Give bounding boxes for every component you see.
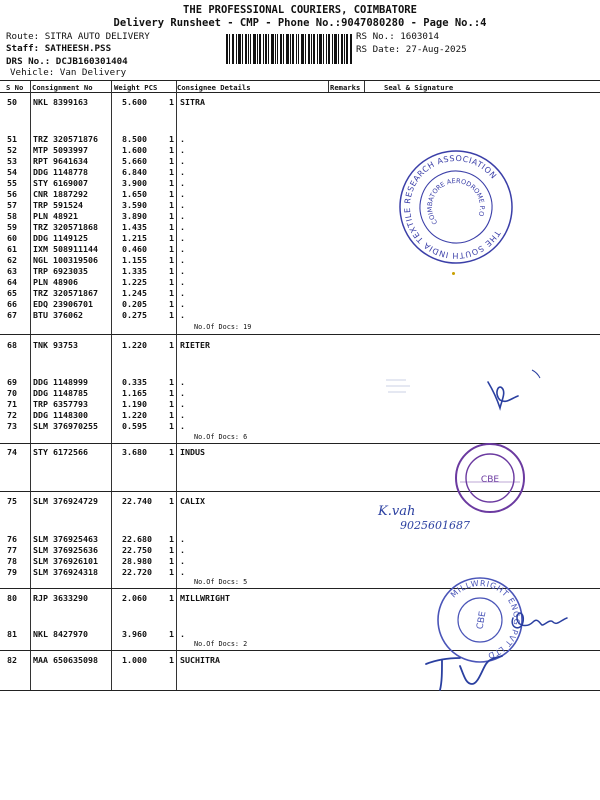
row-consignee: .: [180, 629, 185, 639]
row-sno: 58: [7, 211, 17, 221]
row-pcs: 1: [169, 340, 174, 350]
calix-receiver-phone: 9025601687: [400, 519, 470, 532]
row-sno: 69: [7, 377, 17, 387]
row-sno: 71: [7, 399, 17, 409]
sitra-seal: [394, 145, 518, 269]
row-weight: 1.245: [122, 288, 147, 298]
row-consignment: SLM 376970255: [33, 421, 98, 431]
row-pcs: 1: [169, 134, 174, 144]
row-weight: 1.650: [122, 189, 147, 199]
row-consignee: .: [180, 410, 185, 420]
table-row: [0, 534, 600, 544]
col-remarks: Remarks: [330, 83, 361, 92]
sitra-seal-ring-text: THE SOUTH INDIA TEXTILE RESEARCH ASSOCIATION: [402, 153, 502, 261]
table-row: [0, 340, 600, 350]
row-pcs: 1: [169, 200, 174, 210]
company-title: THE PROFESSIONAL COURIERS, COIMBATORE: [183, 4, 417, 16]
row-sno: 50: [7, 97, 17, 107]
row-pcs: 1: [169, 545, 174, 555]
rs-number: RS No.: 1603014: [356, 31, 439, 42]
row-weight: 3.900: [122, 178, 147, 188]
row-consignment: TRP 6357793: [33, 399, 88, 409]
runsheet-subtitle: Delivery Runsheet - CMP - Phone No.:9047080280 - Page No.:4: [113, 17, 487, 29]
row-consignment: SLM 376926101: [33, 556, 98, 566]
row-sno: 74: [7, 447, 17, 457]
row-sno: 59: [7, 222, 17, 232]
row-pcs: 1: [169, 556, 174, 566]
row-consignment: NKL 8399163: [33, 97, 88, 107]
row-pcs: 1: [169, 167, 174, 177]
row-weight: 3.960: [122, 629, 147, 639]
row-consignment: RPT 9641634: [33, 156, 88, 166]
row-consignee: .: [180, 545, 185, 555]
table-top-rule: [0, 80, 600, 81]
row-consignee: .: [180, 233, 185, 243]
row-consignment: STY 6172566: [33, 447, 88, 457]
row-weight: 2.060: [122, 593, 147, 603]
col-sep: [176, 81, 177, 92]
table-row: [0, 556, 600, 566]
row-consignee: .: [180, 299, 185, 309]
row-consignee: MILLWRIGHT: [180, 593, 230, 603]
row-consignment: TRZ 320571868: [33, 222, 98, 232]
row-consignment: NGL 100319506: [33, 255, 98, 265]
row-consignee: .: [180, 377, 185, 387]
row-pcs: 1: [169, 629, 174, 639]
row-weight: 1.600: [122, 145, 147, 155]
row-sno: 63: [7, 266, 17, 276]
row-consignee: .: [180, 556, 185, 566]
calix-handwriting: [370, 498, 520, 534]
row-consignment: SLM 376924318: [33, 567, 98, 577]
row-weight: 3.590: [122, 200, 147, 210]
route-text: Route: SITRA AUTO DELIVERY: [6, 31, 150, 42]
row-pcs: 1: [169, 534, 174, 544]
row-consignment: IXM 508911144: [33, 244, 98, 254]
row-sno: 78: [7, 556, 17, 566]
table-row: [0, 288, 600, 298]
row-consignee: .: [180, 211, 185, 221]
row-consignee: INDUS: [180, 447, 205, 457]
row-consignment: TRP 6923035: [33, 266, 88, 276]
row-pcs: 1: [169, 496, 174, 506]
col-sep: [111, 81, 112, 92]
row-consignment: MTP 5093997: [33, 145, 88, 155]
row-pcs: 1: [169, 277, 174, 287]
col-consignment: Consignment No: [32, 83, 93, 92]
indus-seal-text: CBE: [480, 475, 500, 485]
row-consignment: TNK 93753: [33, 340, 78, 350]
row-consignment: STY 6169007: [33, 178, 88, 188]
row-consignment: BTU 376062: [33, 310, 83, 320]
row-pcs: 1: [169, 388, 174, 398]
row-consignment: DDG 1148778: [33, 167, 88, 177]
row-consignee: .: [180, 200, 185, 210]
row-consignment: DDG 1148785: [33, 388, 88, 398]
table-row: [0, 310, 600, 320]
row-consignee: .: [180, 178, 185, 188]
table-row: [0, 134, 600, 144]
row-weight: 8.500: [122, 134, 147, 144]
ink-dot: [452, 272, 455, 275]
row-consignee: .: [180, 388, 185, 398]
row-consignment: DDG 1148999: [33, 377, 88, 387]
row-pcs: 1: [169, 593, 174, 603]
row-consignment: SLM 376925463: [33, 534, 98, 544]
row-consignee: .: [180, 534, 185, 544]
row-pcs: 1: [169, 421, 174, 431]
row-sno: 67: [7, 310, 17, 320]
sitra-seal-center-text: COIMBATORE AERODROME P.O: [425, 176, 487, 226]
row-consignee: .: [180, 310, 185, 320]
row-pcs: 1: [169, 567, 174, 577]
drs-text: DRS No.: DCJB160301404: [6, 56, 128, 67]
row-pcs: 1: [169, 655, 174, 665]
col-consignee: Consignee Details: [177, 83, 251, 92]
docs-count: No.Of Docs: 19: [194, 323, 252, 331]
row-consignee: .: [180, 421, 185, 431]
col-seal-signature: Seal & Signature: [384, 83, 454, 92]
row-sno: 75: [7, 496, 17, 506]
row-weight: 1.165: [122, 388, 147, 398]
barcode: [226, 34, 352, 64]
row-pcs: 1: [169, 178, 174, 188]
row-consignee: .: [180, 156, 185, 166]
table-row: [0, 299, 600, 309]
row-pcs: 1: [169, 410, 174, 420]
group-divider: [0, 334, 600, 335]
row-pcs: 1: [169, 447, 174, 457]
row-sno: 73: [7, 421, 17, 431]
calix-receiver-name: K.vah: [378, 504, 416, 519]
row-sno: 55: [7, 178, 17, 188]
row-weight: 22.740: [122, 496, 152, 506]
col-weight-pcs: Weight PCS: [114, 83, 158, 92]
row-consignment: PLN 48921: [33, 211, 78, 221]
row-consignee: .: [180, 244, 185, 254]
row-sno: 64: [7, 277, 17, 287]
rieter-signature: [380, 368, 550, 418]
row-weight: 0.460: [122, 244, 147, 254]
rs-date: RS Date: 27-Aug-2025: [356, 44, 467, 55]
row-pcs: 1: [169, 156, 174, 166]
row-consignment: SLM 376924729: [33, 496, 98, 506]
row-sno: 81: [7, 629, 17, 639]
row-pcs: 1: [169, 233, 174, 243]
row-sno: 61: [7, 244, 17, 254]
row-consignment: MAA 650635098: [33, 655, 98, 665]
row-sno: 68: [7, 340, 17, 350]
row-weight: 22.720: [122, 567, 152, 577]
table-row: [0, 545, 600, 555]
svg-text:THE SOUTH INDIA TEXTILE RESEAR: [394, 145, 518, 269]
row-sno: 80: [7, 593, 17, 603]
row-consignment: NKL 8427970: [33, 629, 88, 639]
header-rule: [0, 92, 600, 93]
row-consignment: CNR 1887292: [33, 189, 88, 199]
staff-text: Staff: SATHEESH.PSS: [6, 43, 112, 54]
row-weight: 1.225: [122, 277, 147, 287]
row-sno: 65: [7, 288, 17, 298]
row-pcs: 1: [169, 377, 174, 387]
row-consignee: .: [180, 567, 185, 577]
row-consignment: TRP 591524: [33, 200, 83, 210]
row-sno: 72: [7, 410, 17, 420]
row-sno: 54: [7, 167, 17, 177]
suchitra-signature: [420, 648, 530, 696]
row-weight: 1.215: [122, 233, 147, 243]
row-consignee: .: [180, 255, 185, 265]
row-consignment: DDG 1149125: [33, 233, 88, 243]
millwright-seal-center-text: CBE: [475, 610, 489, 631]
table-row: [0, 277, 600, 287]
docs-count: No.Of Docs: 2: [194, 640, 248, 648]
row-weight: 28.980: [122, 556, 152, 566]
docs-count: No.Of Docs: 5: [194, 578, 248, 586]
row-consignment: PLN 48906: [33, 277, 78, 287]
docs-count: No.Of Docs: 6: [194, 433, 248, 441]
row-consignee: .: [180, 266, 185, 276]
row-consignment: SLM 376925636: [33, 545, 98, 555]
row-consignment: TRZ 320571876: [33, 134, 98, 144]
row-pcs: 1: [169, 299, 174, 309]
col-sep: [328, 81, 329, 92]
row-weight: 1.155: [122, 255, 147, 265]
table-row: [0, 421, 600, 431]
row-consignee: .: [180, 167, 185, 177]
row-weight: 1.190: [122, 399, 147, 409]
row-consignee: .: [180, 145, 185, 155]
row-pcs: 1: [169, 145, 174, 155]
row-consignee: SUCHITRA: [180, 655, 220, 665]
row-weight: 5.600: [122, 97, 147, 107]
row-consignee: RIETER: [180, 340, 210, 350]
row-sno: 70: [7, 388, 17, 398]
row-consignee: .: [180, 277, 185, 287]
row-consignment: DDG 1148300: [33, 410, 88, 420]
row-weight: 0.205: [122, 299, 147, 309]
row-pcs: 1: [169, 399, 174, 409]
row-consignment: RJP 3633290: [33, 593, 88, 603]
row-consignment: EDQ 23906701: [33, 299, 93, 309]
millwright-seal-ring-text: MILLWRIGHT ENGG PVT LTD: [448, 578, 522, 661]
row-weight: 22.750: [122, 545, 152, 555]
row-consignee: .: [180, 134, 185, 144]
col-sep: [30, 81, 31, 92]
row-weight: 5.660: [122, 156, 147, 166]
row-pcs: 1: [169, 288, 174, 298]
row-consignee: .: [180, 399, 185, 409]
row-sno: 77: [7, 545, 17, 555]
row-sno: 79: [7, 567, 17, 577]
row-pcs: 1: [169, 222, 174, 232]
row-consignee: SITRA: [180, 97, 205, 107]
row-pcs: 1: [169, 255, 174, 265]
row-weight: 3.890: [122, 211, 147, 221]
row-sno: 66: [7, 299, 17, 309]
row-consignee: .: [180, 222, 185, 232]
row-weight: 1.335: [122, 266, 147, 276]
row-weight: 6.840: [122, 167, 147, 177]
table-row: [0, 97, 600, 107]
row-pcs: 1: [169, 310, 174, 320]
col-sep: [364, 81, 365, 92]
row-weight: 1.220: [122, 410, 147, 420]
millwright-signature: [505, 598, 575, 638]
row-weight: 0.275: [122, 310, 147, 320]
row-consignment: TRZ 320571867: [33, 288, 98, 298]
row-pcs: 1: [169, 244, 174, 254]
row-sno: 76: [7, 534, 17, 544]
row-sno: 56: [7, 189, 17, 199]
row-sno: 57: [7, 200, 17, 210]
row-consignee: CALIX: [180, 496, 205, 506]
row-weight: 0.335: [122, 377, 147, 387]
row-weight: 1.000: [122, 655, 147, 665]
row-weight: 1.435: [122, 222, 147, 232]
col-sno: S No: [6, 83, 24, 92]
row-sno: 51: [7, 134, 17, 144]
vehicle-text: Vehicle: Van Delivery: [10, 67, 127, 78]
row-sno: 82: [7, 655, 17, 665]
row-weight: 1.220: [122, 340, 147, 350]
row-consignee: .: [180, 189, 185, 199]
row-sno: 62: [7, 255, 17, 265]
row-pcs: 1: [169, 97, 174, 107]
row-pcs: 1: [169, 211, 174, 221]
row-consignee: .: [180, 288, 185, 298]
row-pcs: 1: [169, 189, 174, 199]
svg-text:COIMBATORE AERODROME P.O: [414, 165, 496, 247]
row-pcs: 1: [169, 266, 174, 276]
row-sno: 53: [7, 156, 17, 166]
row-weight: 22.680: [122, 534, 152, 544]
row-sno: 52: [7, 145, 17, 155]
row-sno: 60: [7, 233, 17, 243]
row-weight: 3.680: [122, 447, 147, 457]
row-weight: 0.595: [122, 421, 147, 431]
